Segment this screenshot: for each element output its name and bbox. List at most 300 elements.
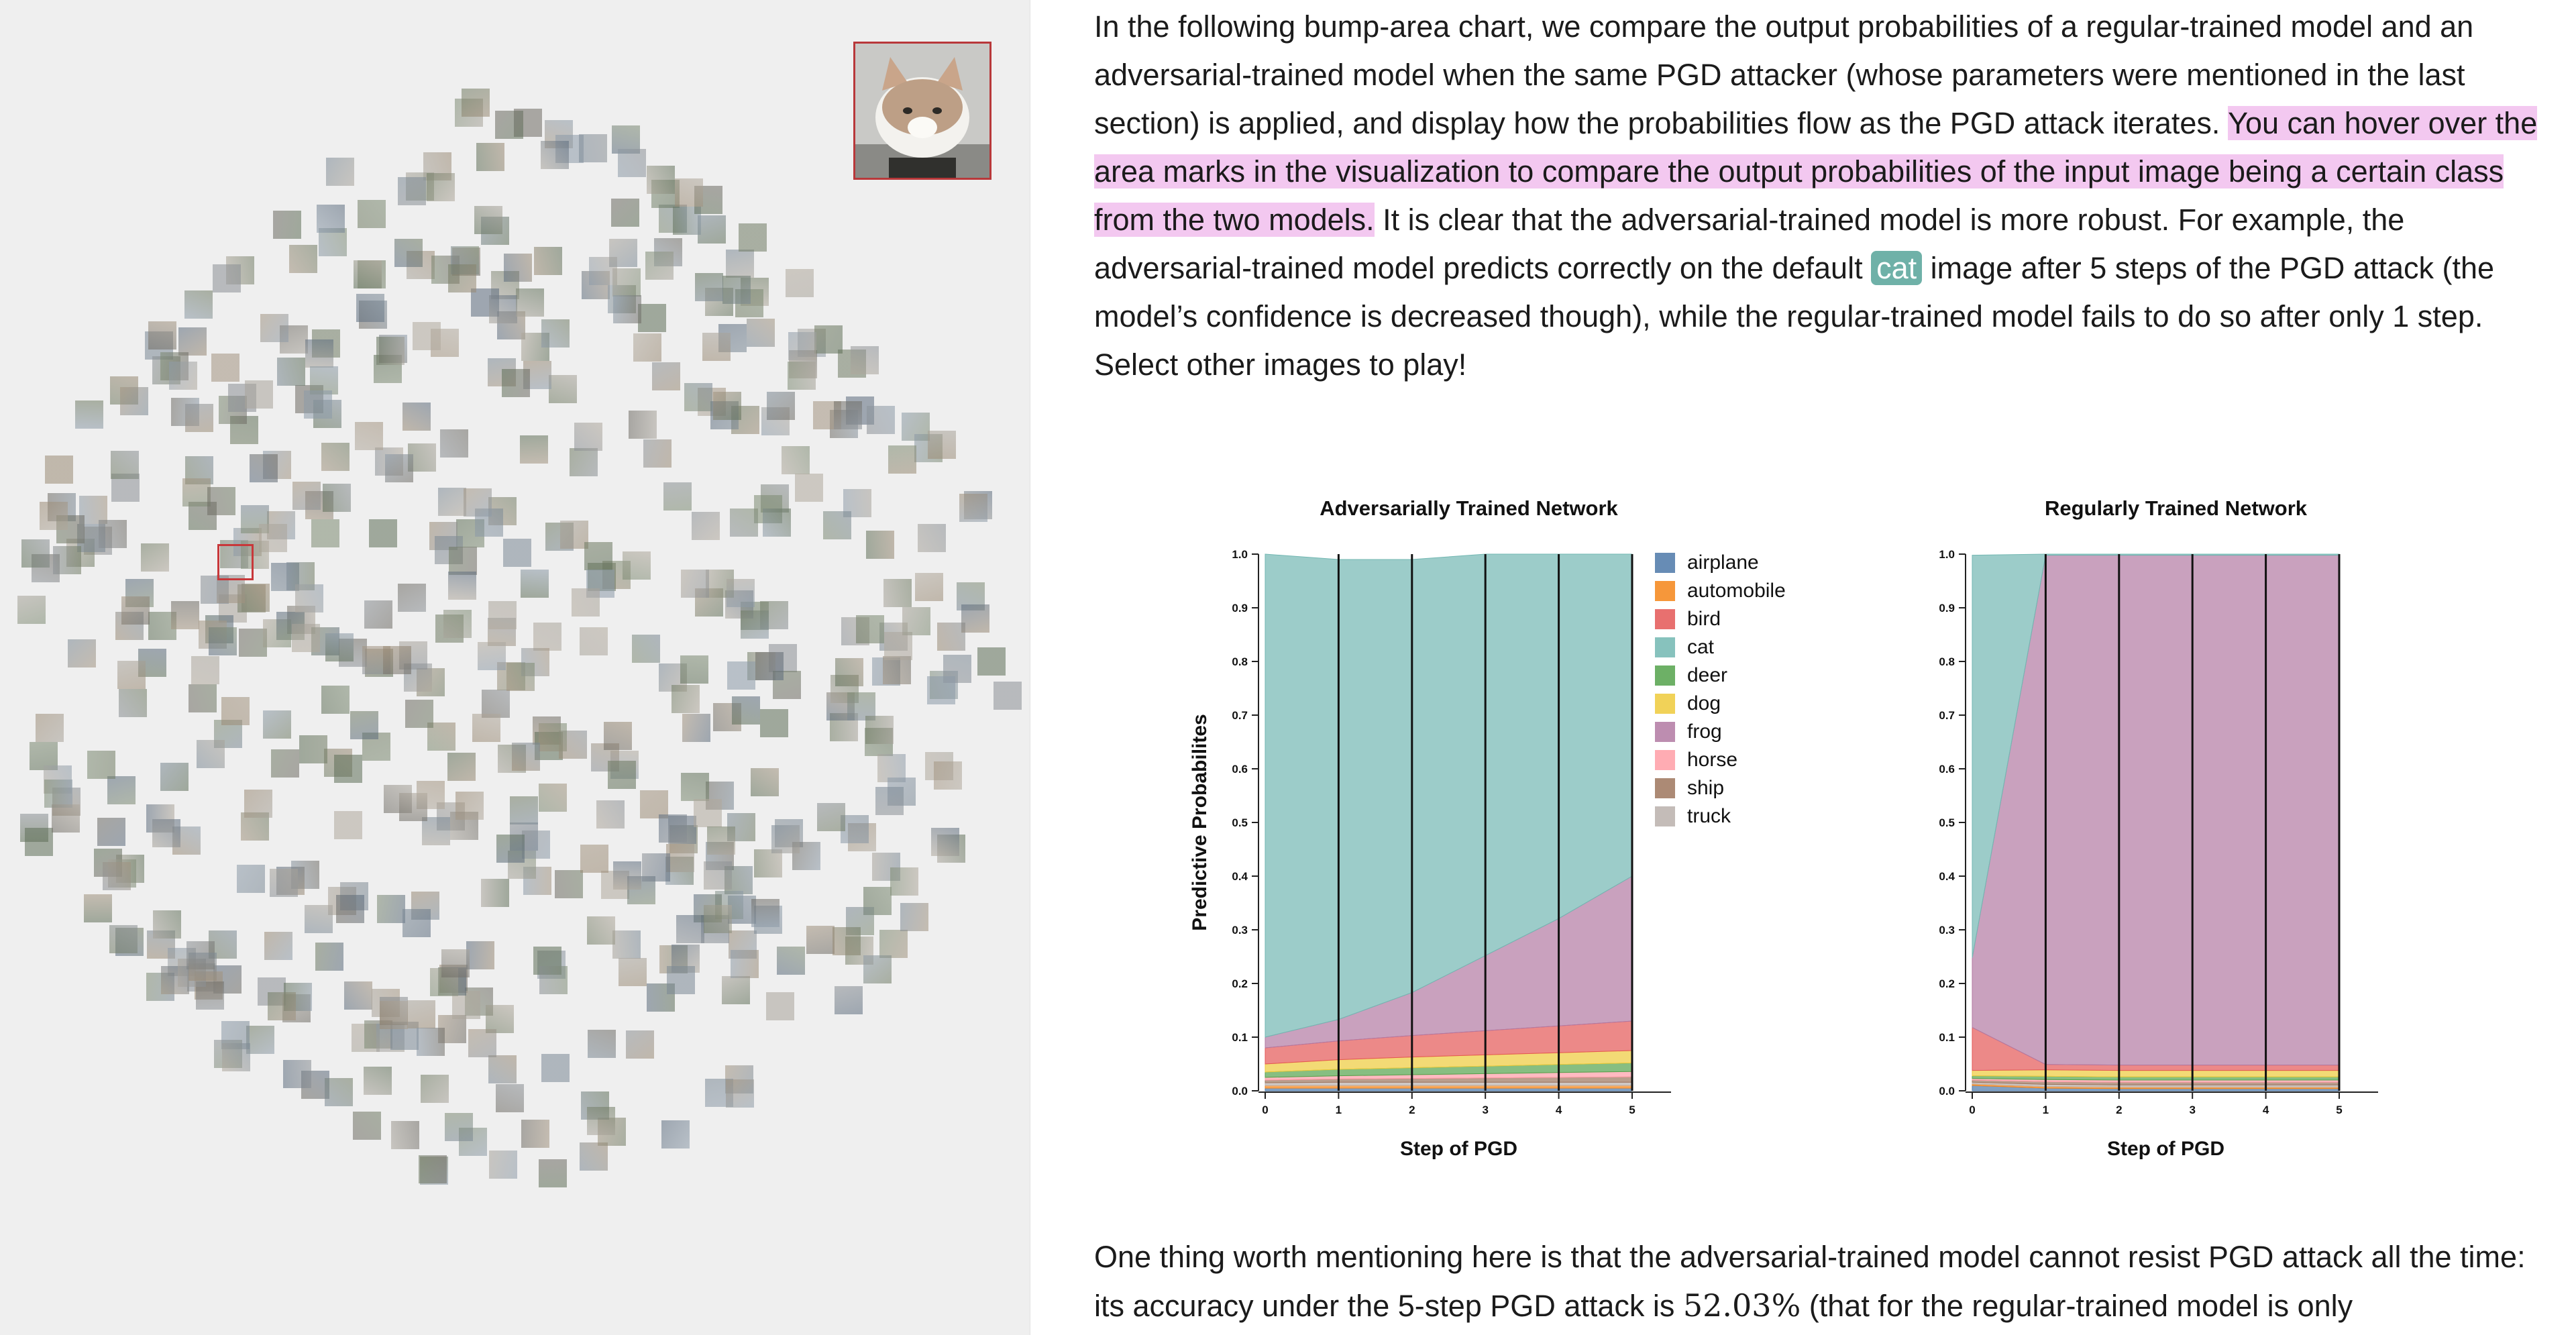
image-thumbnail[interactable] xyxy=(782,446,810,474)
image-thumbnail[interactable] xyxy=(40,502,68,530)
image-thumbnail[interactable] xyxy=(421,1075,449,1103)
image-thumbnail[interactable] xyxy=(652,362,680,390)
image-thumbnail[interactable] xyxy=(647,166,675,194)
image-thumbnail[interactable] xyxy=(570,448,598,476)
y-tick-label: 0.7 xyxy=(1939,709,1955,722)
image-thumbnail[interactable] xyxy=(539,966,568,994)
image-thumbnail[interactable] xyxy=(36,714,64,742)
image-thumbnail[interactable] xyxy=(633,333,661,362)
image-thumbnail[interactable] xyxy=(580,1142,608,1171)
image-thumbnail[interactable] xyxy=(427,173,455,201)
image-thumbnail[interactable] xyxy=(398,584,426,612)
image-thumbnail[interactable] xyxy=(488,601,517,629)
x-tick-label: 3 xyxy=(2189,1104,2196,1116)
image-thumbnail[interactable] xyxy=(713,392,741,420)
image-thumbnail[interactable] xyxy=(440,429,468,458)
image-thumbnail[interactable] xyxy=(642,853,670,882)
image-thumbnail[interactable] xyxy=(221,697,250,725)
image-thumbnail[interactable] xyxy=(489,295,517,323)
image-thumbnail[interactable] xyxy=(611,199,639,227)
image-thumbnail[interactable] xyxy=(883,579,912,607)
y-tick-label: 1.0 xyxy=(1939,548,1955,561)
image-thumbnail[interactable] xyxy=(250,454,278,482)
image-thumbnail[interactable] xyxy=(608,761,636,789)
area-mark-automobile[interactable] xyxy=(1265,1085,1632,1088)
image-thumbnail[interactable] xyxy=(336,895,364,923)
image-thumbnail[interactable] xyxy=(579,134,607,162)
image-thumbnail[interactable] xyxy=(588,1030,616,1058)
y-tick-label: 0.6 xyxy=(1939,763,1955,776)
image-thumbnail[interactable] xyxy=(99,520,127,548)
image-thumbnail[interactable] xyxy=(325,633,354,661)
image-thumbnail[interactable] xyxy=(727,579,755,607)
image-thumbnail[interactable] xyxy=(109,925,138,953)
image-thumbnail[interactable] xyxy=(741,610,769,639)
image-thumbnail[interactable] xyxy=(358,200,386,228)
image-thumbnail[interactable] xyxy=(222,1043,250,1071)
area-mark-dog[interactable] xyxy=(1972,1070,2339,1077)
image-thumbnail[interactable] xyxy=(629,411,657,439)
image-thumbnail[interactable] xyxy=(376,337,405,365)
image-thumbnail[interactable] xyxy=(510,796,538,824)
image-thumbnail[interactable] xyxy=(121,596,150,625)
image-thumbnail[interactable] xyxy=(321,443,350,471)
image-thumbnail[interactable] xyxy=(534,247,562,275)
image-thumbnail[interactable] xyxy=(383,646,411,674)
image-thumbnail[interactable] xyxy=(902,607,930,635)
image-thumbnail[interactable] xyxy=(623,551,651,580)
image-thumbnail[interactable] xyxy=(369,519,397,547)
image-thumbnail[interactable] xyxy=(334,811,362,839)
image-thumbnail[interactable] xyxy=(488,1055,517,1083)
image-thumbnail[interactable] xyxy=(354,260,382,288)
image-thumbnail[interactable] xyxy=(448,264,476,292)
image-thumbnail[interactable] xyxy=(684,383,712,411)
image-thumbnail[interactable] xyxy=(890,867,918,896)
image-thumbnail[interactable] xyxy=(292,624,320,652)
image-thumbnail[interactable] xyxy=(323,484,351,512)
image-thumbnail[interactable] xyxy=(489,1151,517,1179)
image-thumbnail[interactable] xyxy=(184,290,213,319)
y-tick-label: 1.0 xyxy=(1232,548,1248,561)
area-mark-truck[interactable] xyxy=(1265,1082,1632,1085)
image-thumbnail[interactable] xyxy=(25,828,53,856)
image-thumbnail[interactable] xyxy=(17,596,46,624)
image-thumbnail[interactable] xyxy=(87,751,115,779)
image-thumbnail[interactable] xyxy=(441,949,470,977)
image-thumbnail[interactable] xyxy=(612,268,641,297)
image-thumbnail[interactable] xyxy=(539,1159,567,1187)
image-thumbnail[interactable] xyxy=(934,761,962,790)
image-thumbnail[interactable] xyxy=(731,950,759,978)
image-thumbnail[interactable] xyxy=(931,828,959,856)
image-thumbnail[interactable] xyxy=(443,610,472,638)
image-thumbnail[interactable] xyxy=(961,604,989,633)
image-thumbnail[interactable] xyxy=(245,380,273,409)
image-thumbnail[interactable] xyxy=(325,1078,353,1106)
image-thumbnail[interactable] xyxy=(806,926,835,954)
image-thumbnail[interactable] xyxy=(476,143,504,171)
image-thumbnail[interactable] xyxy=(356,294,384,322)
image-thumbnail[interactable] xyxy=(928,431,956,459)
image-thumbnail[interactable] xyxy=(694,799,722,827)
image-thumbnail[interactable] xyxy=(268,992,296,1020)
image-thumbnail[interactable] xyxy=(244,790,272,818)
image-thumbnail[interactable] xyxy=(580,845,608,873)
image-thumbnail[interactable] xyxy=(353,1112,381,1140)
image-thumbnail[interactable] xyxy=(867,406,895,434)
image-thumbnail[interactable] xyxy=(311,519,339,547)
image-thumbnail[interactable] xyxy=(466,941,494,969)
image-thumbnail[interactable] xyxy=(478,642,506,670)
image-thumbnail[interactable] xyxy=(197,740,225,768)
image-thumbnail[interactable] xyxy=(107,776,136,804)
image-thumbnail[interactable] xyxy=(539,723,567,751)
x-axis-title: Step of PGD xyxy=(1399,1138,1518,1160)
image-thumbnail[interactable] xyxy=(273,211,301,239)
image-thumbnail[interactable] xyxy=(682,714,710,742)
y-tick-label: 0.7 xyxy=(1232,709,1248,722)
image-thumbnail[interactable] xyxy=(419,1155,447,1183)
image-thumbnail[interactable] xyxy=(618,149,646,177)
image-thumbnail[interactable] xyxy=(834,401,862,429)
image-thumbnail[interactable] xyxy=(391,1121,419,1149)
image-thumbnail[interactable] xyxy=(613,861,641,890)
image-thumbnail[interactable] xyxy=(495,111,523,139)
adversarial-chart[interactable] xyxy=(1189,496,1786,1160)
image-thumbnail[interactable] xyxy=(915,573,943,601)
image-thumbnail[interactable] xyxy=(698,215,726,244)
image-thumbnail[interactable] xyxy=(384,785,412,813)
image-thumbnail[interactable] xyxy=(726,250,754,278)
image-thumbnail[interactable] xyxy=(103,862,131,890)
image-thumbnail[interactable] xyxy=(666,844,694,872)
image-thumbnail[interactable] xyxy=(755,652,784,680)
legend-swatch-deer xyxy=(1655,665,1675,686)
image-thumbnail[interactable] xyxy=(702,333,731,361)
image-thumbnail[interactable] xyxy=(153,910,181,939)
image-thumbnail[interactable] xyxy=(520,435,548,464)
image-thumbnail[interactable] xyxy=(264,932,292,960)
image-thumbnail-cloud[interactable] xyxy=(0,0,1030,1335)
image-thumbnail[interactable] xyxy=(246,1026,274,1054)
image-thumbnail[interactable] xyxy=(148,321,176,350)
image-thumbnail[interactable] xyxy=(447,753,476,781)
image-thumbnail[interactable] xyxy=(506,663,535,691)
image-thumbnail[interactable] xyxy=(305,905,333,933)
legend-label-frog: frog xyxy=(1687,720,1722,743)
image-thumbnail[interactable] xyxy=(496,1084,524,1112)
image-thumbnail[interactable] xyxy=(472,714,500,742)
image-thumbnail[interactable] xyxy=(213,264,241,292)
image-thumbnail[interactable] xyxy=(680,655,708,684)
image-thumbnail[interactable] xyxy=(777,947,805,975)
image-thumbnail[interactable] xyxy=(97,818,125,846)
image-thumbnail[interactable] xyxy=(767,392,795,420)
image-thumbnail[interactable] xyxy=(364,600,392,629)
bump-area-charts[interactable] xyxy=(1030,470,2576,1181)
image-thumbnail[interactable] xyxy=(377,895,405,923)
image-thumbnail[interactable] xyxy=(304,390,332,419)
image-thumbnail[interactable] xyxy=(178,327,207,356)
image-thumbnail[interactable] xyxy=(119,689,147,717)
image-thumbnail[interactable] xyxy=(883,656,911,684)
image-thumbnail[interactable] xyxy=(681,773,709,801)
image-thumbnail[interactable] xyxy=(481,879,509,907)
image-thumbnail[interactable] xyxy=(766,992,794,1020)
image-thumbnail[interactable] xyxy=(747,319,775,347)
image-thumbnail[interactable] xyxy=(555,870,583,898)
y-tick-label: 0.9 xyxy=(1939,602,1955,615)
image-thumbnail[interactable] xyxy=(722,276,751,304)
image-thumbnail[interactable] xyxy=(237,865,265,893)
image-thumbnail[interactable] xyxy=(502,369,530,397)
image-thumbnail[interactable] xyxy=(732,696,760,725)
image-thumbnail[interactable] xyxy=(541,1054,570,1082)
image-thumbnail[interactable] xyxy=(788,332,816,360)
image-thumbnail[interactable] xyxy=(394,239,423,267)
image-thumbnail[interactable] xyxy=(271,749,299,778)
image-thumbnail[interactable] xyxy=(632,635,660,663)
image-thumbnail[interactable] xyxy=(727,661,755,690)
image-thumbnail[interactable] xyxy=(817,803,845,831)
image-thumbnail[interactable] xyxy=(292,482,321,510)
image-thumbnail[interactable] xyxy=(191,656,219,684)
image-thumbnail[interactable] xyxy=(587,916,615,945)
image-thumbnail[interactable] xyxy=(863,955,892,983)
image-thumbnail[interactable] xyxy=(856,615,884,643)
image-thumbnail[interactable] xyxy=(814,325,843,354)
selected-image-marker xyxy=(217,544,254,580)
image-thumbnail[interactable] xyxy=(474,206,502,234)
image-thumbnail[interactable] xyxy=(900,903,928,931)
image-thumbnail[interactable] xyxy=(675,178,703,207)
image-thumbnail[interactable] xyxy=(449,547,477,575)
image-thumbnail[interactable] xyxy=(521,570,549,598)
image-thumbnail[interactable] xyxy=(160,763,189,791)
image-thumbnail[interactable] xyxy=(75,400,103,429)
image-thumbnail[interactable] xyxy=(977,647,1006,676)
image-thumbnail[interactable] xyxy=(884,632,912,660)
image-thumbnail[interactable] xyxy=(574,423,602,451)
y-tick-label: 0.9 xyxy=(1232,602,1248,615)
image-thumbnail[interactable] xyxy=(751,768,779,796)
image-thumbnail[interactable] xyxy=(289,245,317,273)
image-thumbnail[interactable] xyxy=(422,817,450,845)
image-thumbnail[interactable] xyxy=(823,511,851,539)
image-thumbnail[interactable] xyxy=(726,1079,754,1108)
image-thumbnail[interactable] xyxy=(503,539,531,567)
image-thumbnail[interactable] xyxy=(84,894,112,922)
image-thumbnail[interactable] xyxy=(468,1029,496,1057)
image-thumbnail[interactable] xyxy=(448,572,476,600)
image-thumbnail[interactable] xyxy=(445,1113,473,1141)
image-thumbnail[interactable] xyxy=(587,1107,615,1135)
image-thumbnail[interactable] xyxy=(763,509,791,537)
image-thumbnail[interactable] xyxy=(959,494,987,522)
image-thumbnail[interactable] xyxy=(879,930,908,958)
image-thumbnail[interactable] xyxy=(572,588,600,617)
legend-label-truck: truck xyxy=(1687,805,1731,827)
image-thumbnail[interactable] xyxy=(661,1120,690,1149)
image-thumbnail[interactable] xyxy=(918,524,946,552)
image-thumbnail[interactable] xyxy=(52,804,80,833)
image-thumbnail[interactable] xyxy=(185,404,213,432)
image-thumbnail[interactable] xyxy=(504,254,532,282)
image-thumbnail[interactable] xyxy=(270,869,298,897)
image-scatter-panel[interactable] xyxy=(0,0,1030,1335)
selected-image-preview xyxy=(853,42,991,180)
image-thumbnail[interactable] xyxy=(385,454,413,482)
image-thumbnail[interactable] xyxy=(263,710,291,739)
image-thumbnail[interactable] xyxy=(643,439,672,468)
area-mark-airplane[interactable] xyxy=(1265,1088,1632,1091)
image-thumbnail[interactable] xyxy=(833,927,861,955)
image-thumbnail[interactable] xyxy=(672,685,700,713)
image-thumbnail[interactable] xyxy=(283,1060,311,1088)
image-thumbnail[interactable] xyxy=(681,570,709,598)
image-thumbnail[interactable] xyxy=(541,319,570,348)
image-thumbnail[interactable] xyxy=(760,709,788,737)
image-thumbnail[interactable] xyxy=(189,953,217,981)
image-thumbnail[interactable] xyxy=(171,601,199,629)
image-thumbnail[interactable] xyxy=(771,825,800,853)
image-thumbnail[interactable] xyxy=(604,722,632,750)
image-thumbnail[interactable] xyxy=(405,700,433,728)
image-thumbnail[interactable] xyxy=(317,205,345,233)
image-thumbnail[interactable] xyxy=(638,304,666,332)
image-thumbnail[interactable] xyxy=(277,358,305,386)
image-thumbnail[interactable] xyxy=(835,658,863,686)
image-thumbnail[interactable] xyxy=(667,966,695,994)
image-thumbnail[interactable] xyxy=(722,976,750,1004)
image-thumbnail[interactable] xyxy=(380,1001,408,1029)
image-thumbnail[interactable] xyxy=(626,1030,654,1059)
image-thumbnail[interactable] xyxy=(364,1067,392,1095)
image-thumbnail[interactable] xyxy=(795,474,823,502)
image-thumbnail[interactable] xyxy=(612,930,641,959)
chart-legend[interactable] xyxy=(1655,551,1786,827)
image-thumbnail[interactable] xyxy=(417,1028,445,1056)
image-thumbnail[interactable] xyxy=(402,403,431,431)
image-thumbnail[interactable] xyxy=(402,909,431,937)
image-thumbnail[interactable] xyxy=(659,814,687,843)
image-thumbnail[interactable] xyxy=(609,239,637,267)
image-thumbnail[interactable] xyxy=(44,780,72,808)
image-thumbnail[interactable] xyxy=(663,482,692,511)
image-thumbnail[interactable] xyxy=(260,314,288,342)
image-thumbnail[interactable] xyxy=(875,787,904,815)
image-thumbnail[interactable] xyxy=(851,346,879,374)
image-thumbnail[interactable] xyxy=(512,743,540,771)
image-thumbnail[interactable] xyxy=(209,627,237,655)
image-thumbnail[interactable] xyxy=(464,488,492,517)
image-thumbnail[interactable] xyxy=(754,849,782,877)
image-thumbnail[interactable] xyxy=(299,735,327,763)
image-thumbnail[interactable] xyxy=(117,661,146,689)
image-thumbnail[interactable] xyxy=(613,295,641,323)
image-thumbnail[interactable] xyxy=(788,362,816,390)
image-thumbnail[interactable] xyxy=(182,478,211,506)
image-thumbnail[interactable] xyxy=(695,273,723,301)
image-thumbnail[interactable] xyxy=(516,288,544,317)
image-thumbnail[interactable] xyxy=(751,899,780,927)
image-thumbnail[interactable] xyxy=(496,835,525,863)
image-thumbnail[interactable] xyxy=(866,531,894,559)
image-thumbnail[interactable] xyxy=(533,623,561,651)
image-thumbnail[interactable] xyxy=(994,682,1022,710)
image-thumbnail[interactable] xyxy=(350,711,378,739)
x-axis-title: Step of PGD xyxy=(2106,1138,2225,1160)
image-thumbnail[interactable] xyxy=(521,1120,549,1148)
image-thumbnail[interactable] xyxy=(692,512,720,540)
image-thumbnail[interactable] xyxy=(321,686,350,714)
image-thumbnail[interactable] xyxy=(305,339,333,368)
image-thumbnail[interactable] xyxy=(152,819,180,847)
image-thumbnail[interactable] xyxy=(786,269,814,297)
class-label-chip: cat xyxy=(1871,251,1922,285)
image-thumbnail[interactable] xyxy=(865,716,894,744)
image-thumbnail[interactable] xyxy=(169,362,197,390)
image-thumbnail[interactable] xyxy=(315,943,343,971)
article-panel xyxy=(1030,0,2576,1335)
image-thumbnail[interactable] xyxy=(344,981,372,1010)
image-thumbnail[interactable] xyxy=(189,684,217,712)
image-thumbnail[interactable] xyxy=(584,542,612,570)
image-thumbnail[interactable] xyxy=(407,1000,435,1028)
image-thumbnail[interactable] xyxy=(549,375,577,403)
image-thumbnail[interactable] xyxy=(704,861,732,890)
image-thumbnail[interactable] xyxy=(211,354,239,382)
image-thumbnail[interactable] xyxy=(927,676,955,704)
image-thumbnail[interactable] xyxy=(45,456,73,484)
image-thumbnail[interactable] xyxy=(53,546,81,574)
image-thumbnail[interactable] xyxy=(888,445,916,474)
image-thumbnail[interactable] xyxy=(619,958,647,986)
legend-label-airplane: airplane xyxy=(1687,551,1759,574)
image-thumbnail[interactable] xyxy=(295,584,323,612)
image-thumbnail[interactable] xyxy=(596,800,625,829)
image-thumbnail[interactable] xyxy=(355,422,383,450)
image-thumbnail[interactable] xyxy=(707,826,735,855)
image-thumbnail[interactable] xyxy=(730,509,758,537)
image-thumbnail[interactable] xyxy=(645,252,674,280)
image-thumbnail[interactable] xyxy=(68,639,96,668)
image-thumbnail[interactable] xyxy=(539,784,567,812)
image-thumbnail[interactable] xyxy=(21,539,50,568)
image-thumbnail[interactable] xyxy=(413,322,441,350)
legend-swatch-truck xyxy=(1655,806,1675,826)
image-thumbnail[interactable] xyxy=(207,487,235,515)
image-thumbnail[interactable] xyxy=(334,755,362,783)
image-thumbnail[interactable] xyxy=(522,831,550,859)
image-thumbnail[interactable] xyxy=(120,387,148,415)
regular-chart[interactable] xyxy=(1939,496,2378,1160)
image-thumbnail[interactable] xyxy=(111,451,139,479)
image-thumbnail[interactable] xyxy=(438,488,466,516)
image-thumbnail[interactable] xyxy=(541,141,569,169)
image-thumbnail[interactable] xyxy=(326,158,354,186)
image-thumbnail[interactable] xyxy=(462,89,490,117)
image-thumbnail[interactable] xyxy=(704,905,732,933)
image-thumbnail[interactable] xyxy=(739,223,767,252)
image-thumbnail[interactable] xyxy=(835,986,863,1014)
image-thumbnail[interactable] xyxy=(398,177,426,205)
image-thumbnail[interactable] xyxy=(580,627,608,655)
image-thumbnail[interactable] xyxy=(141,543,169,572)
legend-swatch-dog xyxy=(1655,694,1675,714)
image-thumbnail[interactable] xyxy=(455,792,484,820)
